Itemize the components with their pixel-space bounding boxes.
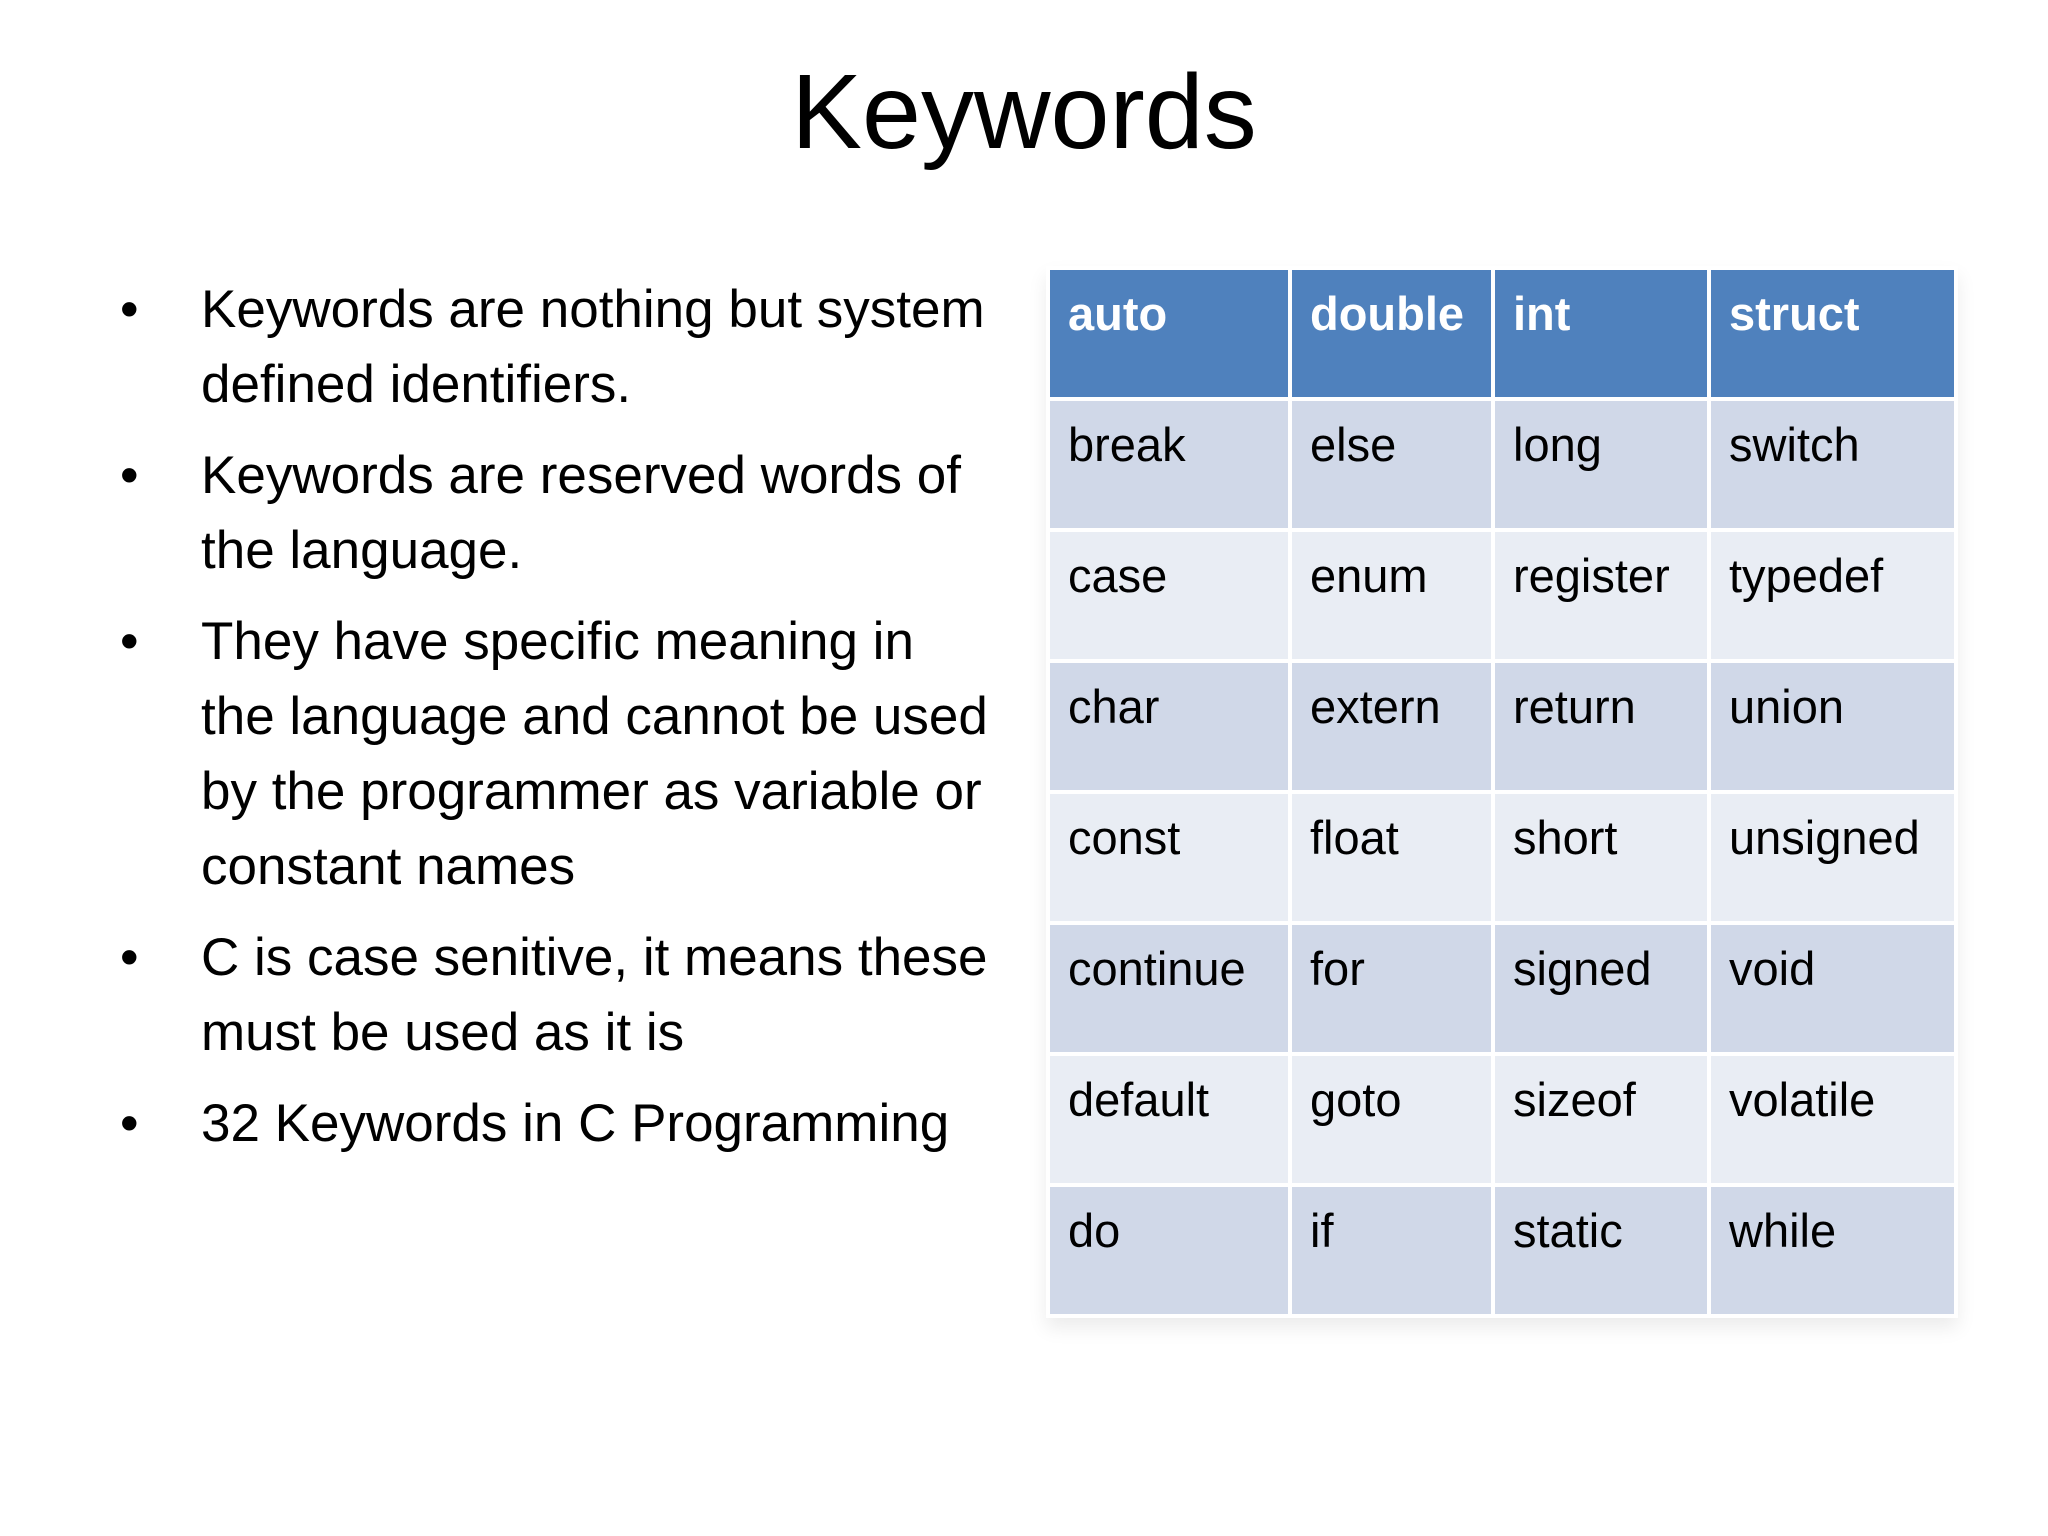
bullet-text: Keywords are nothing but system defined identifiers. xyxy=(201,280,985,414)
table-cell: default xyxy=(1048,1054,1290,1185)
bullet-dot: • xyxy=(120,928,139,987)
table-row xyxy=(1048,530,1956,661)
bullet-dot: • xyxy=(120,446,139,505)
bullet-text: They have specific meaning in the language and cannot be used by the programmer as variable or constant names xyxy=(201,612,988,896)
table-cell: union xyxy=(1709,661,1956,792)
bullet-dot: • xyxy=(120,1094,139,1153)
table-cell: continue xyxy=(1048,923,1290,1054)
table-cell: signed xyxy=(1493,923,1709,1054)
bullet-text: 32 Keywords in C Programming xyxy=(201,1094,950,1153)
table-cell: float xyxy=(1290,792,1493,923)
table-cell: case xyxy=(1048,530,1290,661)
bullet-dot: • xyxy=(120,612,139,671)
bullet-item xyxy=(120,1086,1000,1161)
bullet-item xyxy=(120,272,1000,422)
table-row xyxy=(1048,661,1956,792)
table-header-cell: auto xyxy=(1048,268,1290,399)
table-header-cell: double xyxy=(1290,268,1493,399)
table-cell: short xyxy=(1493,792,1709,923)
table-cell: while xyxy=(1709,1185,1956,1316)
table-cell: long xyxy=(1493,399,1709,530)
table-cell: static xyxy=(1493,1185,1709,1316)
table-cell: volatile xyxy=(1709,1054,1956,1185)
table-cell: typedef xyxy=(1709,530,1956,661)
keywords-table xyxy=(1046,266,1958,1318)
table-cell: else xyxy=(1290,399,1493,530)
bullet-dot: • xyxy=(120,280,139,339)
table-cell: enum xyxy=(1290,530,1493,661)
table-row xyxy=(1048,1054,1956,1185)
bullet-list xyxy=(120,272,1000,1177)
table-cell: break xyxy=(1048,399,1290,530)
table-cell: char xyxy=(1048,661,1290,792)
table-header-cell: struct xyxy=(1709,268,1956,399)
table-header-cell: int xyxy=(1493,268,1709,399)
table-row xyxy=(1048,1185,1956,1316)
table-cell: goto xyxy=(1290,1054,1493,1185)
table-cell: unsigned xyxy=(1709,792,1956,923)
table-cell: const xyxy=(1048,792,1290,923)
table-cell: sizeof xyxy=(1493,1054,1709,1185)
table-cell: if xyxy=(1290,1185,1493,1316)
bullet-text: Keywords are reserved words of the language. xyxy=(201,446,961,580)
table-header-row xyxy=(1048,268,1956,399)
table-cell: extern xyxy=(1290,661,1493,792)
bullet-text: C is case senitive, it means these must be used as it is xyxy=(201,928,988,1062)
bullet-item xyxy=(120,920,1000,1070)
table-row xyxy=(1048,923,1956,1054)
table-row xyxy=(1048,399,1956,530)
table-cell: void xyxy=(1709,923,1956,1054)
table-cell: register xyxy=(1493,530,1709,661)
table-row xyxy=(1048,792,1956,923)
table-cell: switch xyxy=(1709,399,1956,530)
bullet-item xyxy=(120,438,1000,588)
table-cell: do xyxy=(1048,1185,1290,1316)
slide-title: Keywords xyxy=(791,53,1257,171)
table-cell: for xyxy=(1290,923,1493,1054)
bullet-item xyxy=(120,604,1000,904)
table-cell: return xyxy=(1493,661,1709,792)
